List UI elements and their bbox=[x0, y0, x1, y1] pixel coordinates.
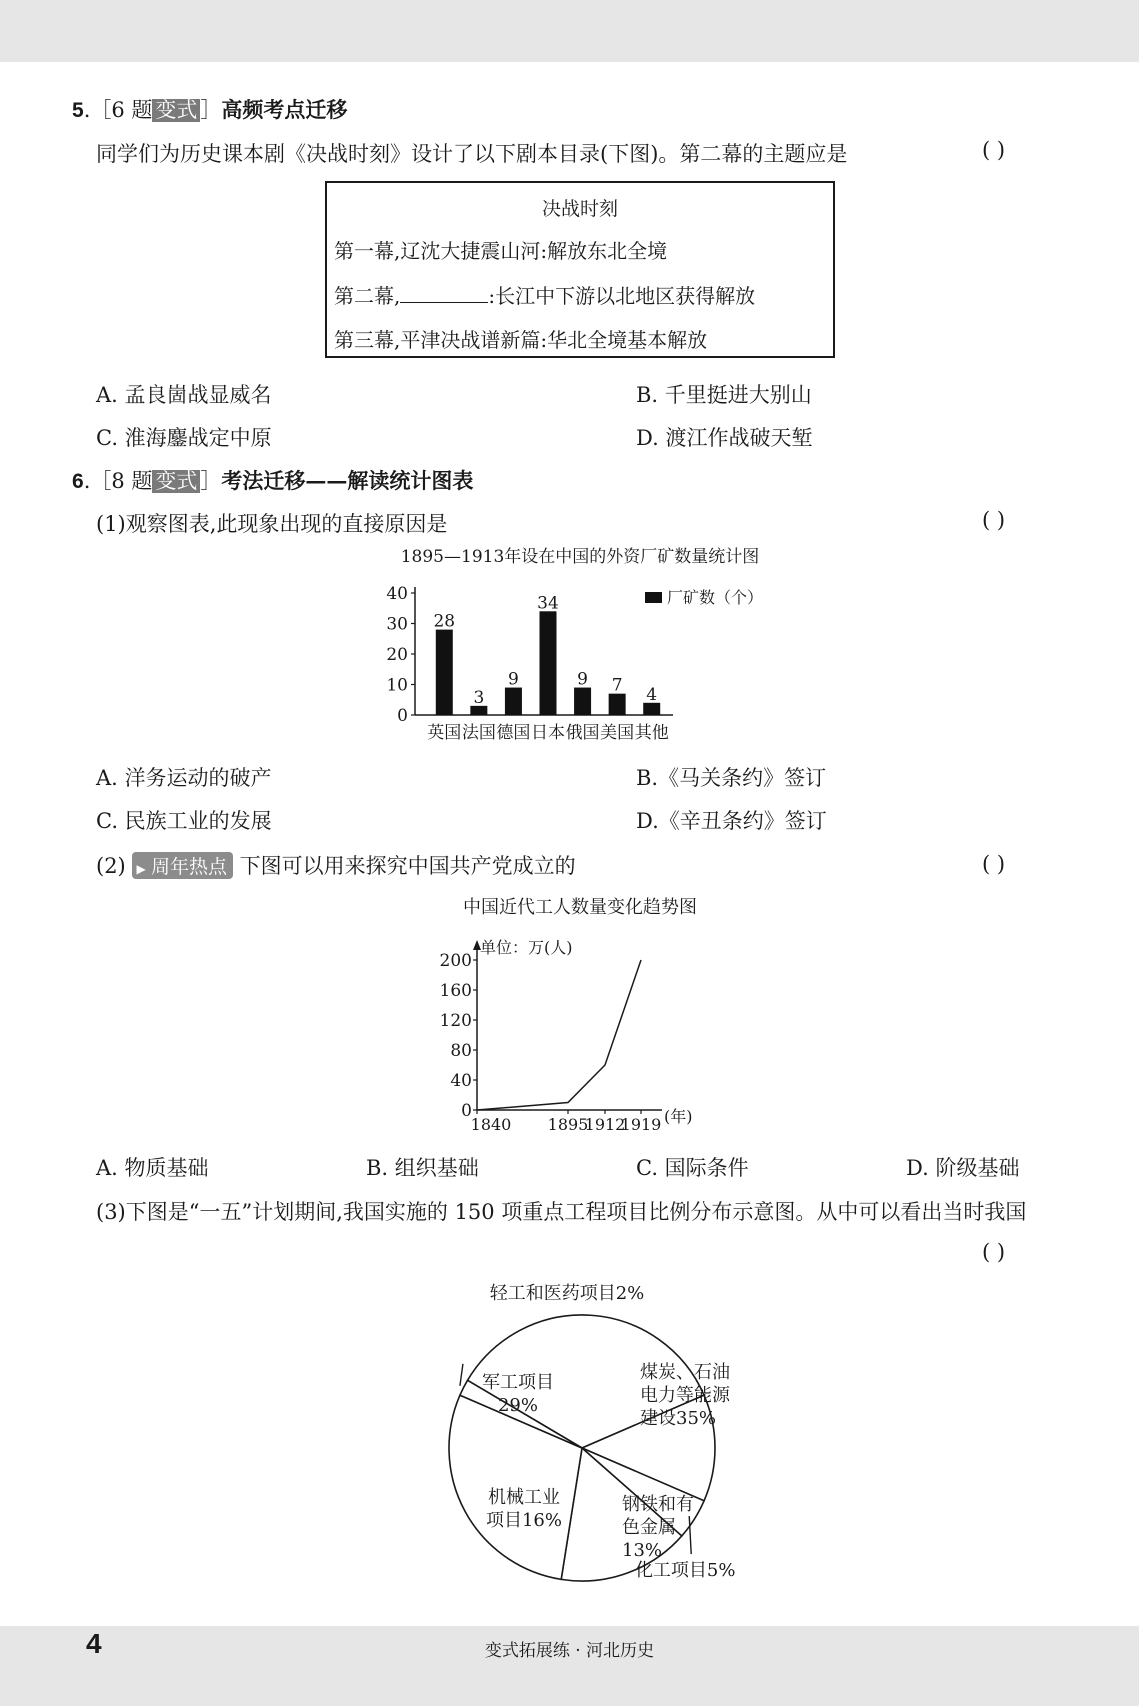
bar-value-label: 4 bbox=[646, 684, 658, 705]
bar-category-label: 其他 bbox=[634, 723, 669, 743]
line-axes bbox=[473, 940, 662, 1110]
line-unit-label: 单位：万(人) bbox=[480, 938, 573, 957]
q6-p1-stem: (1)观察图表,此现象出现的直接原因是 bbox=[96, 512, 448, 536]
bar-5 bbox=[609, 694, 626, 715]
pie-label: 军工项目 bbox=[482, 1372, 554, 1393]
script-title: 决战时刻 bbox=[541, 198, 618, 220]
top-bar bbox=[0, 0, 1139, 62]
q6-header bbox=[72, 465, 473, 495]
bar-legend-label: 厂矿数（个） bbox=[667, 588, 764, 607]
line-y-tick-label: 80 bbox=[450, 1041, 472, 1061]
q5-bracket-close: ］ bbox=[200, 98, 222, 122]
q6-p2-stem: 下图可以用来探究中国共产党成立的 bbox=[239, 854, 576, 878]
bar-marks bbox=[436, 611, 660, 715]
q5-option-b[interactable]: B. 千里挺进大别山 bbox=[636, 383, 812, 407]
q5-stem: 同学们为历史课本剧《决战时刻》设计了以下剧本目录(下图)。第二幕的主题应是 bbox=[96, 142, 848, 166]
q5-answer-paren: ( ) bbox=[982, 138, 1006, 162]
bar-y-tick-label: 0 bbox=[397, 706, 408, 726]
q5-bracket-open: .［6 题 bbox=[83, 98, 153, 122]
script-act3: 第三幕,平津决战谱新篇:华北全境基本解放 bbox=[334, 328, 708, 352]
line-x-tick-label: 1919 bbox=[620, 1115, 662, 1130]
line-chart bbox=[430, 890, 750, 1130]
hot-tag-label: 周年热点 bbox=[150, 857, 227, 878]
line-y-tick-labels bbox=[440, 951, 477, 1121]
page-number: 4 bbox=[86, 1628, 102, 1659]
line-y-tick-label: 160 bbox=[439, 981, 472, 1001]
bar-chart bbox=[370, 545, 830, 745]
line-y-tick-label: 120 bbox=[439, 1011, 472, 1031]
q6-bracket-close: ］ bbox=[200, 469, 222, 493]
pie-label: 煤炭、石油 bbox=[640, 1362, 730, 1383]
bar-y-axis bbox=[386, 584, 673, 726]
q5-header bbox=[72, 94, 347, 124]
q5-variant-tag: 变式 bbox=[152, 99, 200, 122]
bar-y-tick-label: 30 bbox=[386, 614, 408, 635]
line-y-tick-label: 200 bbox=[439, 951, 472, 971]
script-act2 bbox=[334, 280, 755, 309]
bar-chart-title: 1895—1913年设在中国的外资厂矿数量统计图 bbox=[400, 547, 760, 567]
bar-category-label: 德国 bbox=[496, 723, 531, 743]
pie-label: 色金属 bbox=[622, 1517, 676, 1538]
pie-slices bbox=[449, 1315, 715, 1581]
line-x-tick-label: 1895 bbox=[547, 1115, 589, 1130]
bar-category-label: 英国 bbox=[427, 723, 462, 743]
q6-p3-stem: (3)下图是“一五”计划期间,我国实施的 150 项重点工程项目比例分布示意图。从中可以看出当时我国 bbox=[96, 1200, 1027, 1224]
bar-category-label: 日本 bbox=[531, 723, 565, 743]
q6-p1-option-d[interactable]: D.《辛丑条约》签订 bbox=[636, 809, 827, 833]
q6-p1-answer-paren: ( ) bbox=[982, 508, 1006, 532]
script-act1: 第一幕,辽沈大捷震山河:解放东北全境 bbox=[334, 239, 668, 263]
q6-number: 6 bbox=[72, 470, 84, 493]
bar-category-label: 俄国 bbox=[565, 723, 600, 743]
line-x-tick-label: 1840 bbox=[470, 1115, 512, 1130]
q5-topic: 高频考点迁移 bbox=[221, 97, 348, 122]
legend-swatch bbox=[645, 592, 662, 603]
script-act2-blank bbox=[400, 284, 488, 303]
bar-value-label: 9 bbox=[508, 669, 519, 690]
q6-p2-option-b[interactable]: B. 组织基础 bbox=[366, 1156, 479, 1180]
pie-chart bbox=[412, 1278, 752, 1618]
q6-p2-option-c[interactable]: C. 国际条件 bbox=[636, 1156, 749, 1180]
bar-3 bbox=[540, 611, 557, 715]
bar-0 bbox=[436, 630, 453, 715]
line-x-unit-label: (年) bbox=[664, 1107, 693, 1126]
pie-leader-line bbox=[460, 1364, 463, 1386]
bar-category-label: 法国 bbox=[461, 723, 496, 743]
bar-value-label: 9 bbox=[577, 669, 588, 690]
q6-p2-option-d[interactable]: D. 阶级基础 bbox=[906, 1156, 1020, 1180]
line-chart-title: 中国近代工人数量变化趋势图 bbox=[463, 897, 697, 918]
q6-p2-answer-paren: ( ) bbox=[982, 852, 1006, 876]
q6-p3-answer-paren: ( ) bbox=[982, 1240, 1006, 1264]
q6-p2-option-a[interactable]: A. 物质基础 bbox=[96, 1156, 209, 1180]
pie-label: 轻工和医药项目2% bbox=[489, 1283, 645, 1304]
line-y-tick-label: 0 bbox=[461, 1101, 472, 1121]
bar-y-tick-label: 20 bbox=[386, 645, 408, 665]
bar-value-label: 28 bbox=[433, 611, 456, 632]
pie-label: 建设35% bbox=[640, 1408, 717, 1429]
q6-topic: 考法迁移——解读统计图表 bbox=[221, 468, 474, 493]
line-x-tick-label: 1912 bbox=[584, 1115, 626, 1130]
pie-label: 化工项目5% bbox=[634, 1560, 736, 1582]
pie-label: 电力等能源 bbox=[640, 1385, 730, 1406]
anniversary-hot-tag bbox=[132, 852, 233, 879]
bar-2 bbox=[505, 688, 522, 715]
bar-category-label: 美国 bbox=[600, 723, 635, 743]
line-y-tick-label: 40 bbox=[450, 1071, 472, 1091]
q6-p1-option-a[interactable]: A. 洋务运动的破产 bbox=[96, 766, 272, 790]
q6-p1-option-b[interactable]: B.《马关条约》签订 bbox=[636, 766, 827, 790]
pie-label: 机械工业 bbox=[488, 1487, 560, 1508]
q6-p2-stem-line bbox=[96, 850, 576, 880]
script-act2-suffix: :长江中下游以北地区获得解放 bbox=[488, 284, 756, 308]
q6-bracket-open: .［8 题 bbox=[83, 469, 153, 493]
bar-4 bbox=[574, 688, 591, 715]
script-act2-prefix: 第二幕, bbox=[334, 284, 401, 308]
bar-value-label: 7 bbox=[611, 675, 623, 696]
line-series bbox=[477, 960, 641, 1110]
q5-number: 5 bbox=[72, 99, 84, 122]
q6-variant-tag: 变式 bbox=[152, 470, 200, 493]
q5-option-a[interactable]: A. 孟良崮战显威名 bbox=[96, 383, 272, 407]
play-triangle-icon: ▶ bbox=[136, 862, 146, 876]
script-box bbox=[325, 181, 835, 358]
bar-value-label: 3 bbox=[473, 687, 485, 708]
q5-option-c[interactable]: C. 淮海鏖战定中原 bbox=[96, 426, 272, 450]
bar-value-label: 34 bbox=[537, 593, 559, 614]
footer-text: 变式拓展练 · 河北历史 bbox=[484, 1641, 655, 1661]
q6-p2-label: (2) bbox=[96, 854, 126, 878]
pie-label: 13% bbox=[622, 1540, 663, 1561]
bar-y-tick-label: 10 bbox=[386, 675, 408, 696]
pie-label: 29% bbox=[497, 1395, 539, 1416]
pie-label: 项目16% bbox=[485, 1510, 563, 1531]
line-x-tick-labels bbox=[471, 1110, 662, 1130]
pie-label: 钢铁和有 bbox=[622, 1494, 694, 1515]
bar-x-tick-labels bbox=[427, 722, 668, 743]
bar-y-tick-label: 40 bbox=[386, 584, 408, 604]
q6-p1-option-c[interactable]: C. 民族工业的发展 bbox=[96, 809, 272, 833]
q5-option-d[interactable]: D. 渡江作战破天堑 bbox=[636, 426, 813, 450]
